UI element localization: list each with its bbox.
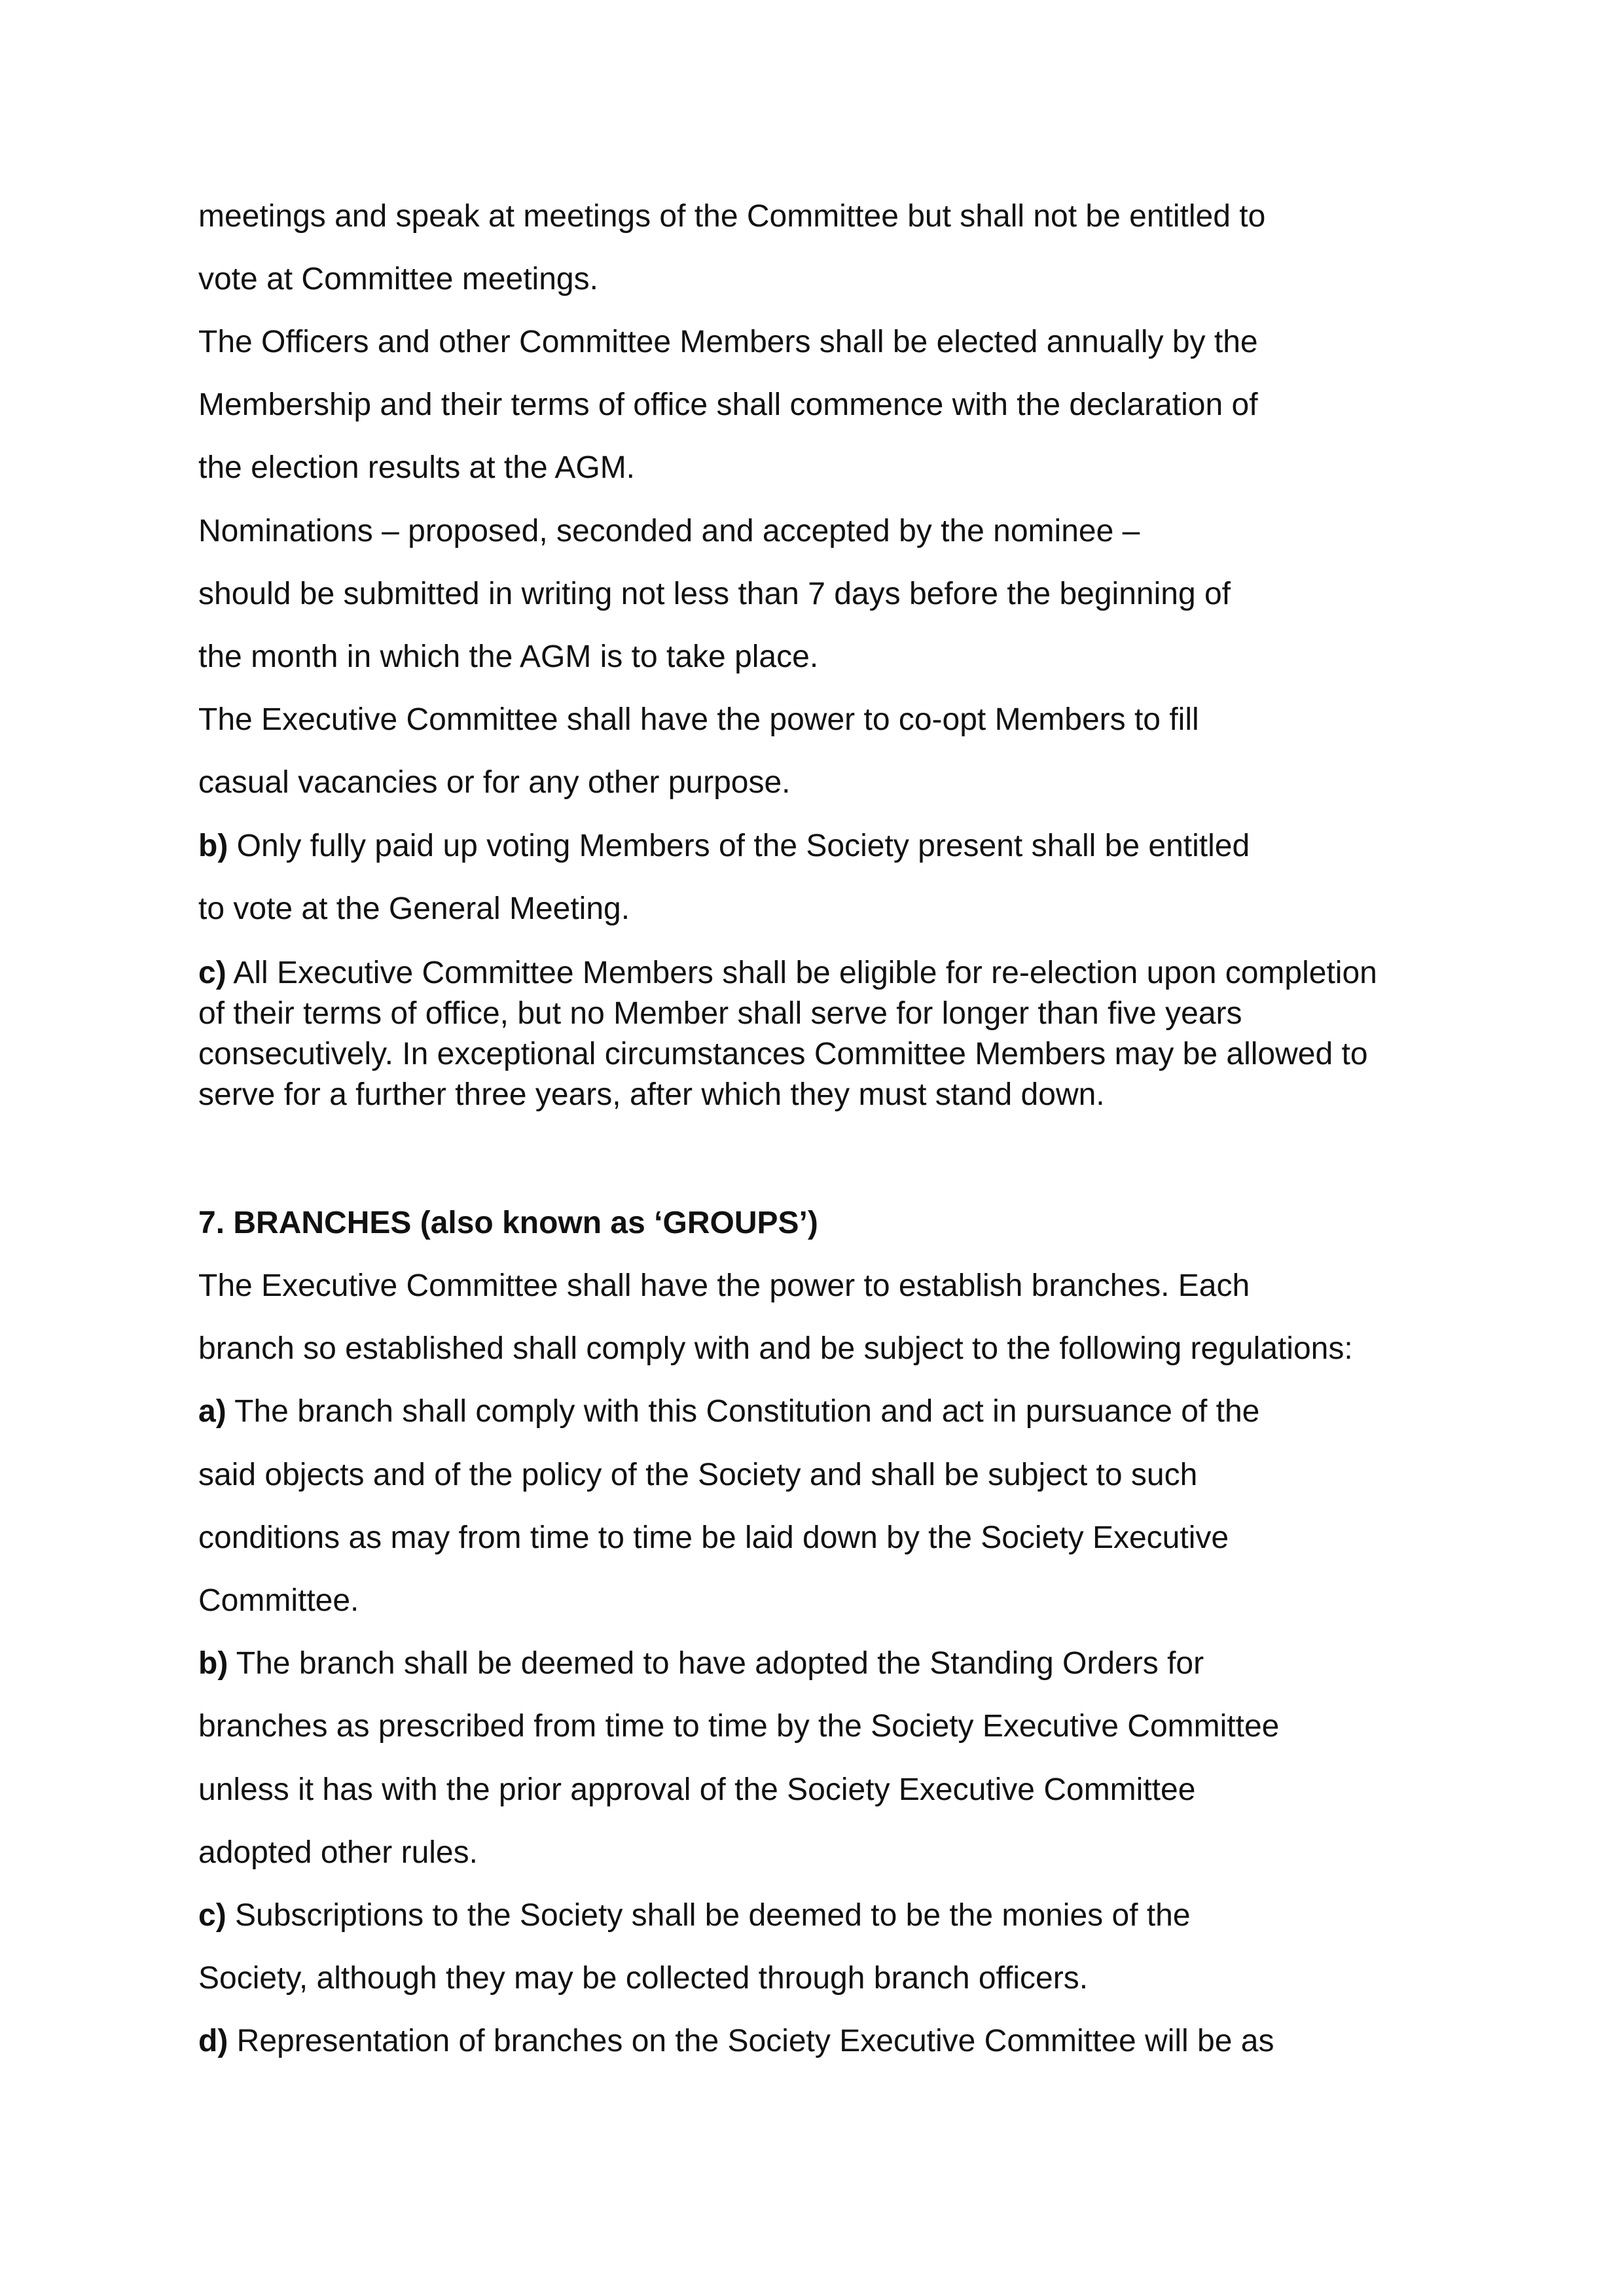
text-line: the month in which the AGM is to take place. — [198, 639, 819, 674]
text-line: unless it has with the prior approval of the Society Executive Committee — [198, 1772, 1196, 1807]
text-line: vote at Committee meetings. — [198, 262, 598, 296]
text-line: said objects and of the policy of the Society and shall be subject to such — [198, 1458, 1198, 1492]
clause-text: Only fully paid up voting Members of the Society present shall be entitled — [228, 829, 1250, 863]
text-line: Committee. — [198, 1583, 359, 1618]
clause-a-line — [198, 1391, 1259, 1432]
text-line: conditions as may from time to time be laid down by the Society Executive — [198, 1520, 1229, 1555]
text-line: The Executive Committee shall have the power to co-opt Members to fill — [198, 702, 1199, 737]
section-heading: 7. BRANCHES (also known as ‘GROUPS’) — [198, 1206, 818, 1240]
text-line: branches as prescribed from time to time by the Society Executive Committee — [198, 1709, 1280, 1744]
text-line: consecutively. In exceptional circumstances Committee Members may be allowed to — [198, 1037, 1368, 1071]
clause-label: a) — [198, 1394, 226, 1429]
text-line: branch so established shall comply with and be subject to the following regulations: — [198, 1331, 1353, 1366]
clause-label: d) — [198, 2024, 228, 2058]
text-line: the election results at the AGM. — [198, 450, 636, 485]
clause-text: All Executive Committee Members shall be eligible for re-election upon completion — [226, 956, 1377, 990]
text-line: of their terms of office, but no Member shall serve for longer than five years — [198, 996, 1242, 1031]
text-line: Membership and their terms of office shall commence with the declaration of — [198, 387, 1258, 422]
text-line: adopted other rules. — [198, 1835, 478, 1870]
text-line: Society, although they may be collected through branch officers. — [198, 1961, 1089, 1996]
text-line: should be submitted in writing not less than 7 days before the beginning of — [198, 577, 1231, 611]
clause-label: b) — [198, 829, 228, 863]
text-line: The Officers and other Committee Members shall be elected annually by the — [198, 325, 1258, 359]
clause-b-line — [198, 826, 1250, 867]
clause-text: Subscriptions to the Society shall be deemed to be the monies of the — [226, 1898, 1191, 1933]
text-line: to vote at the General Meeting. — [198, 891, 630, 926]
clause-label: c) — [198, 956, 226, 990]
clause-b-line — [198, 1643, 1204, 1684]
text-line: The Executive Committee shall have the power to establish branches. Each — [198, 1268, 1250, 1303]
clause-c-line — [198, 1895, 1191, 1936]
text-line: Nominations – proposed, seconded and accepted by the nominee – — [198, 514, 1140, 548]
clause-text: Representation of branches on the Society Executive Committee will be as — [228, 2024, 1274, 2058]
clause-text: The branch shall be deemed to have adopted the Standing Orders for — [228, 1646, 1204, 1681]
clause-c-paragraph — [198, 953, 1377, 1115]
clause-d-line — [198, 2021, 1274, 2062]
clause-label: b) — [198, 1646, 228, 1681]
clause-text: The branch shall comply with this Constitution and act in pursuance of the — [226, 1394, 1260, 1429]
text-line: serve for a further three years, after which they must stand down. — [198, 1077, 1105, 1112]
text-line: casual vacancies or for any other purpose. — [198, 765, 791, 800]
text-line: meetings and speak at meetings of the Committee but shall not be entitled to — [198, 199, 1266, 234]
clause-label: c) — [198, 1898, 226, 1933]
